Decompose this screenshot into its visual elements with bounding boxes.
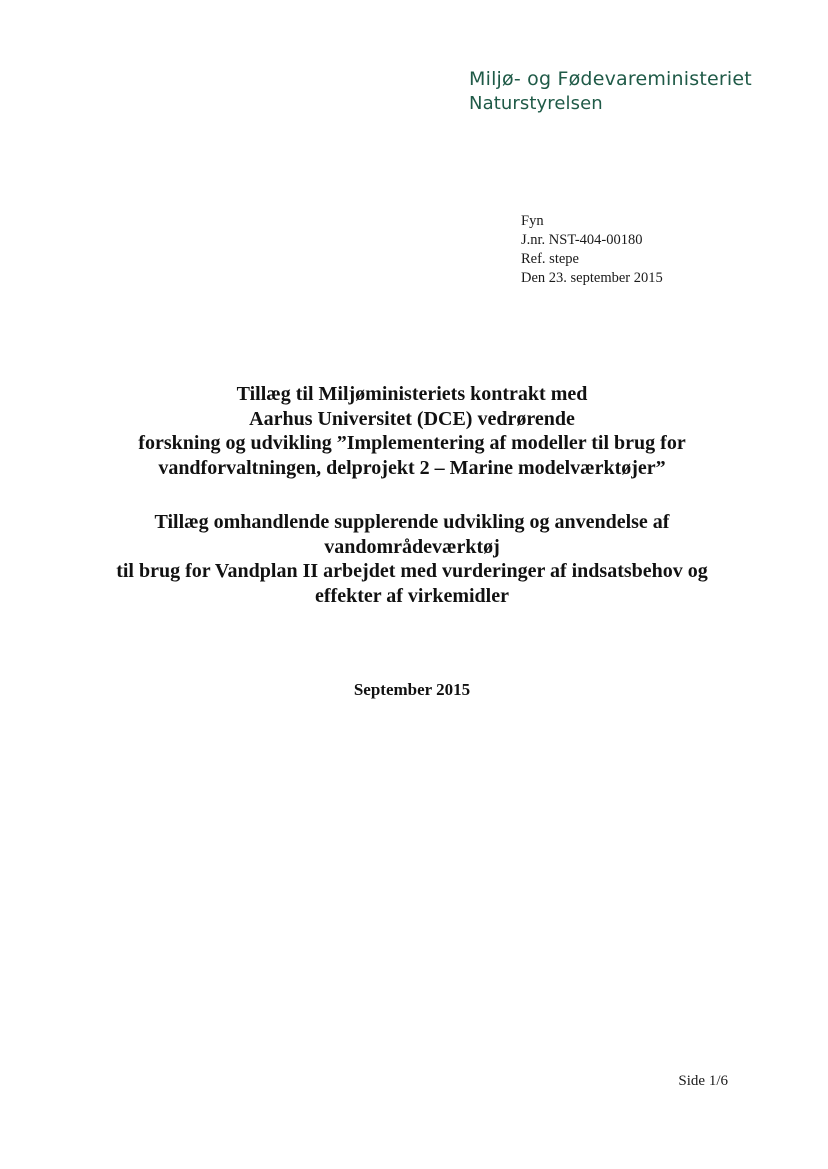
ministry-name: Miljø- og Fødevareministeriet [469,68,752,90]
subtitle-line: Tillæg omhandlende supplerende udvikling og anvendelse af [154,511,670,533]
subtitle-line: vandområdeværktøj [324,535,500,558]
title-line: Aarhus Universitet (DCE) vedrørende [249,407,575,430]
letterhead [469,66,752,116]
title-line: vandforvaltningen, delprojekt 2 – Marine modelværktøjer” [158,456,666,479]
meta-journal-number: J.nr. NST-404-00180 [521,232,643,248]
page-number: Side 1/6 [678,1073,728,1089]
title-line: forskning og udvikling ”Implementering af modeller til brug for [138,432,686,454]
agency-name: Naturstyrelsen [469,93,603,114]
subtitle-line: effekter af virkemidler [315,584,509,607]
meta-date: Den 23. september 2015 [521,270,663,286]
meta-reference: Ref. stepe [521,251,579,267]
subtitle-line: til brug for Vandplan II arbejdet med vurderinger af indsatsbehov og [116,560,708,582]
document-date: September 2015 [353,680,471,699]
document-title [60,382,764,480]
title-line: Tillæg til Miljøministeriets kontrakt med [236,383,588,405]
meta-location: Fyn [521,213,544,229]
document-meta [521,212,663,288]
document-subtitle [60,510,764,608]
